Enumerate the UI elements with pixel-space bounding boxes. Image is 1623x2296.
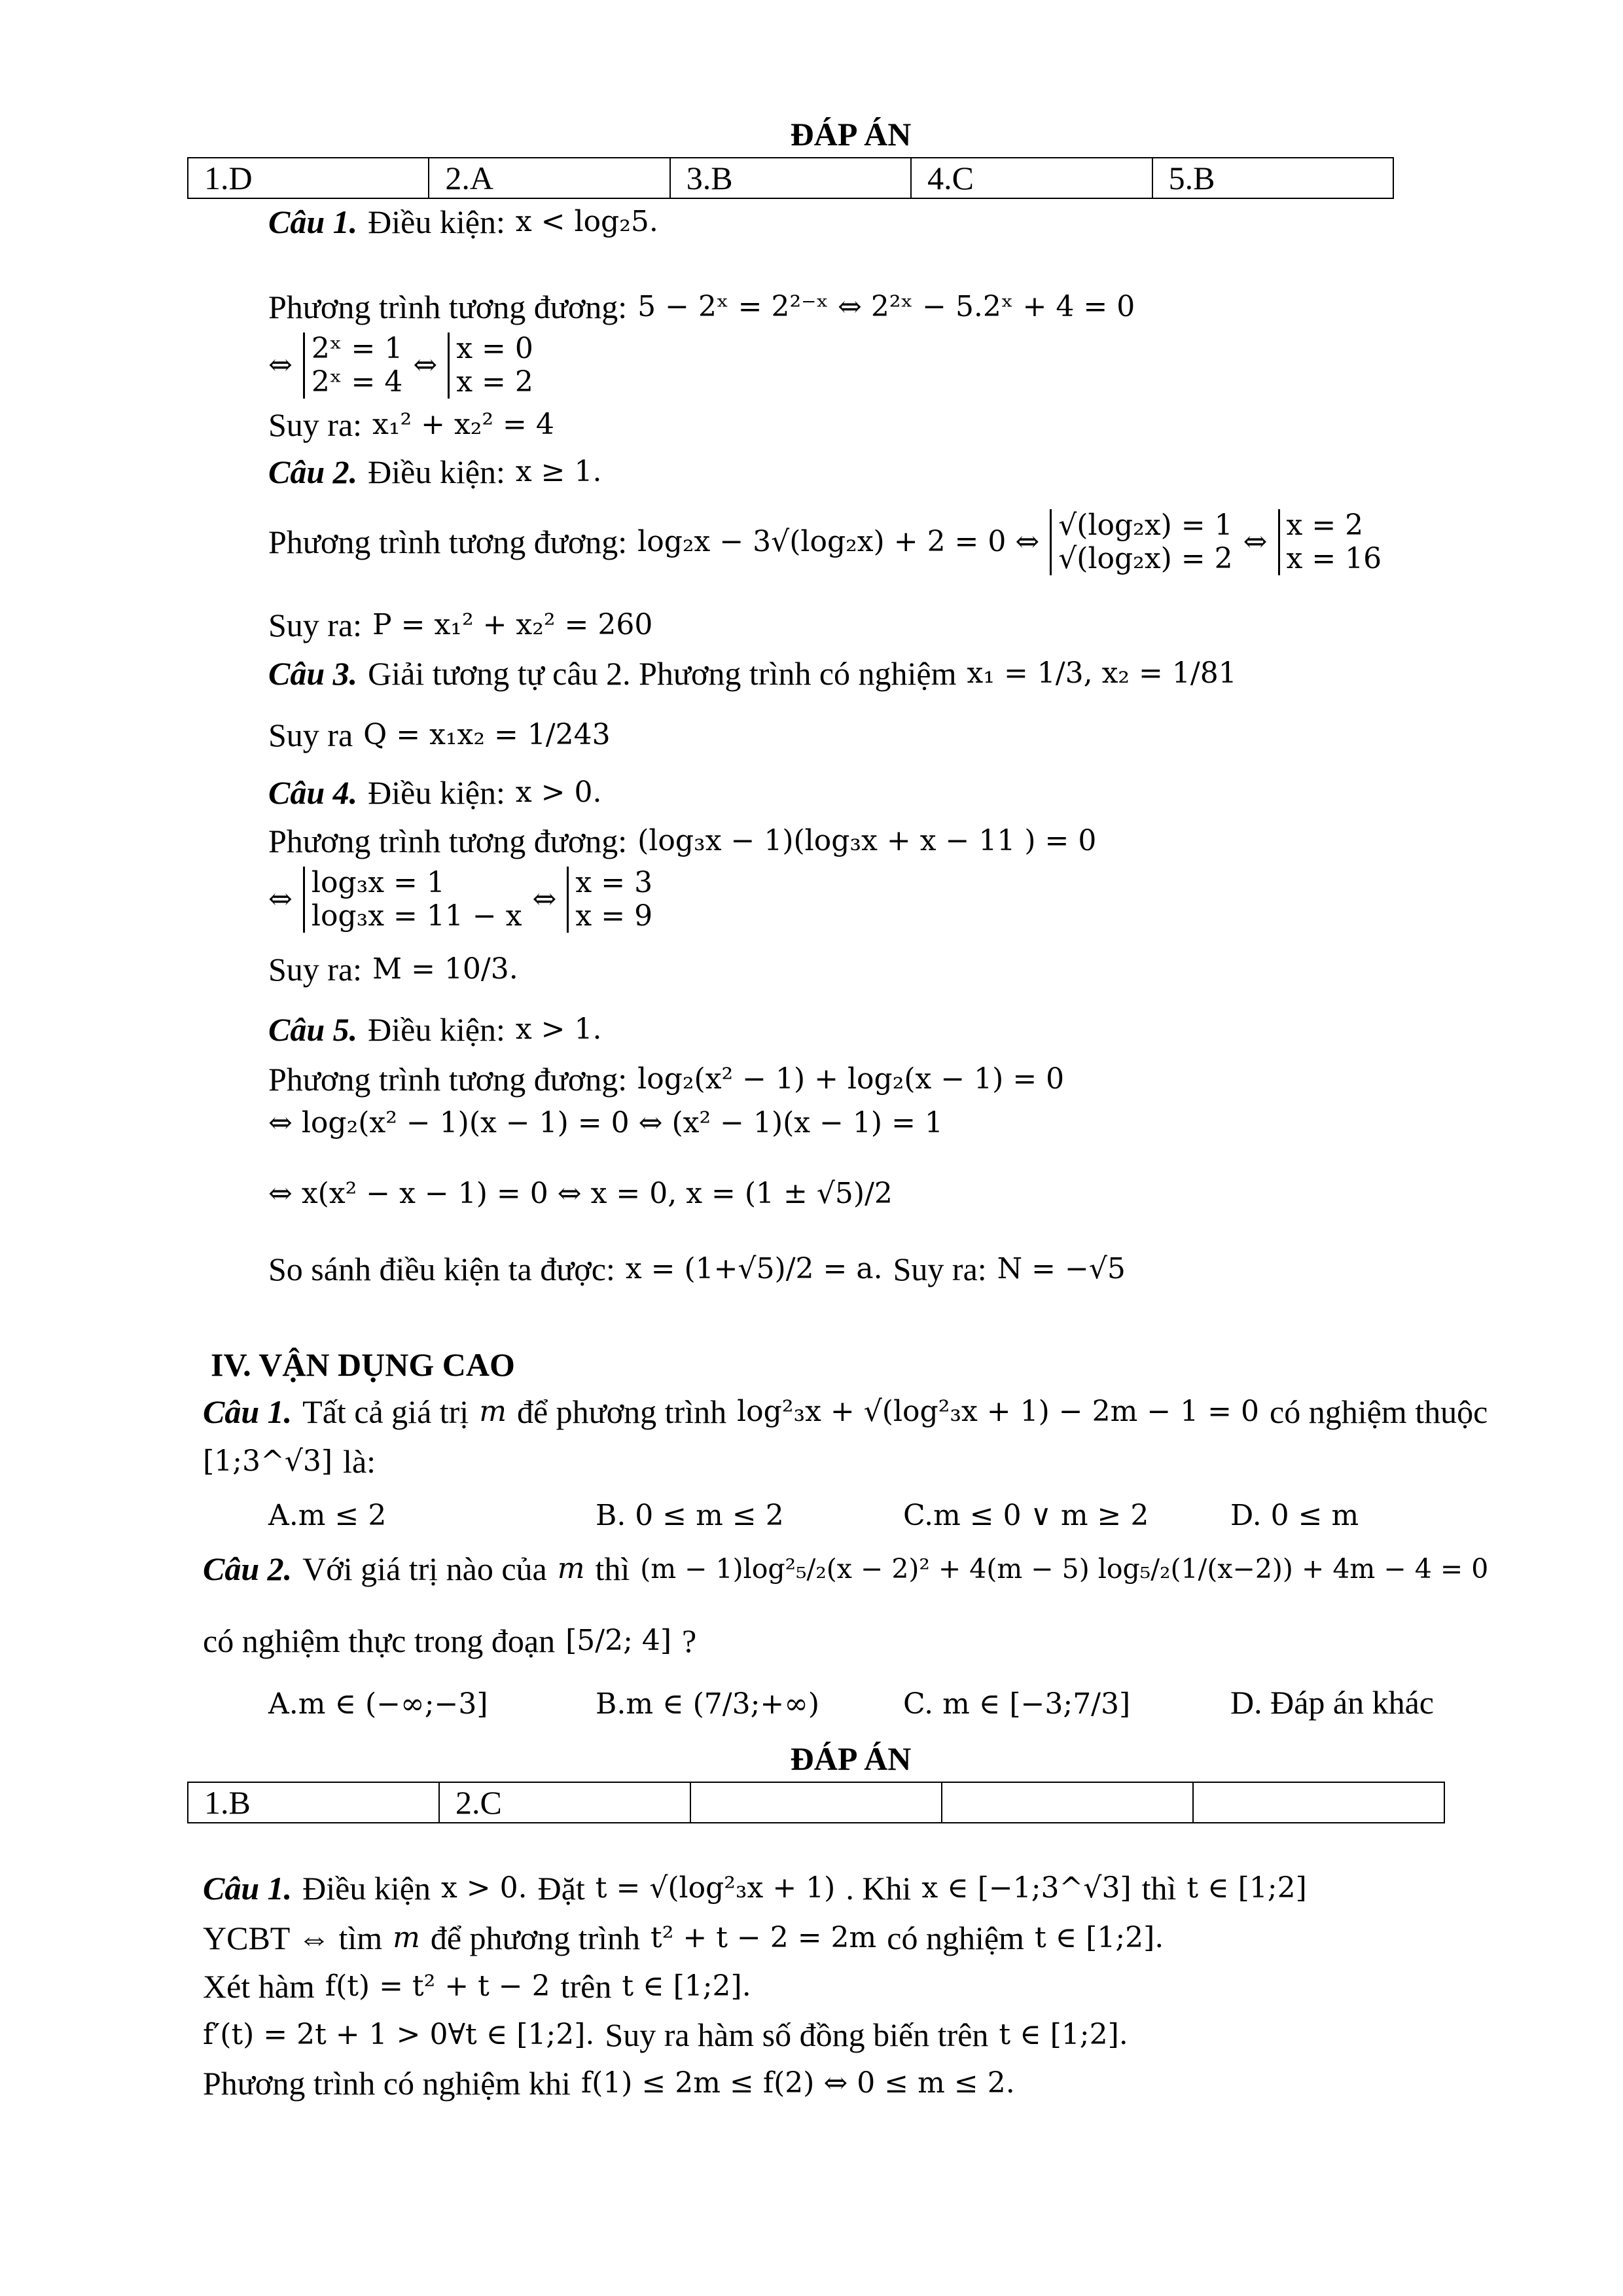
table-cell: 2.A [429, 158, 669, 198]
equation-text: Phương trình tương đương: [268, 289, 628, 325]
table-cell: 3.B [670, 158, 911, 198]
solution-q5-equation [268, 1062, 1064, 1098]
solution-text: Điều kiện [302, 1870, 431, 1907]
question-2-cont [203, 1623, 696, 1659]
answer-table [187, 1782, 1445, 1823]
system-line: x = 2 [456, 365, 533, 399]
question-math: [1;3^√3] [203, 1444, 333, 1479]
system-line: log₃x = 11 − x [311, 899, 522, 933]
solution-q4-equation [268, 823, 1096, 859]
question-text: thì [595, 1551, 630, 1587]
question-text: là: [343, 1443, 376, 1480]
section-heading: IV. VẬN DỤNG CAO [211, 1346, 515, 1383]
system-line: √(log₂x) = 1 [1058, 509, 1233, 542]
result-text: Suy ra: [268, 951, 363, 988]
solution-math: f(t) = t² + t − 2 [325, 1969, 550, 2003]
question-label: Câu 4. [268, 774, 358, 811]
option-d[interactable]: D. Đáp án khác [1230, 1684, 1434, 1721]
result-math: M = 10/3. [372, 952, 518, 986]
solution-q4-condition [268, 775, 601, 811]
condition-text: Điều kiện: [368, 204, 505, 240]
question-label: Câu 1. [268, 204, 358, 240]
system-line: √(log₂x) = 2 [1058, 541, 1233, 575]
condition-math: x < log₂5. [515, 205, 658, 239]
solution-math: t = √(log²₃x + 1) [595, 1871, 836, 1905]
question-label: Câu 5. [268, 1011, 358, 1048]
solution-q4-result [268, 952, 518, 988]
question-math: (m − 1)log²₅/₂(x − 2)² + 4(m − 5) log₅/₂(1/(x−2)) + 4m − 4 = 0 [640, 1552, 1489, 1585]
table-cell: 2.C [439, 1782, 690, 1823]
result-math: P = x₁² + x₂² = 260 [372, 608, 653, 642]
solution2-line5 [203, 2066, 1015, 2102]
option-c[interactable]: C.m ≤ 0 ∨ m ≥ 2 [903, 1499, 1149, 1532]
solution-math: x₁ = 1/3, x₂ = 1/81 [967, 656, 1237, 691]
option-a[interactable]: A.m ≤ 2 [268, 1499, 387, 1532]
solution2-line3 [203, 1969, 751, 2005]
table-cell: 4.C [911, 158, 1152, 198]
question-1-cont [203, 1444, 376, 1480]
condition-text: Điều kiện: [368, 774, 505, 811]
question-text: có nghiệm thuộc [1270, 1393, 1488, 1430]
condition-math: x ≥ 1. [515, 455, 602, 489]
solution-q3-result [268, 717, 611, 753]
solution-q5-line2: ⇔ log₂(x² − 1)(x − 1) = 0 ⇔ (x² − 1)(x − 1) = 1 [268, 1106, 943, 1139]
table-cell: 5.B [1152, 158, 1393, 198]
system-line: x = 0 [456, 332, 533, 365]
result-math: Q = x₁x₂ = 1/243 [363, 718, 611, 752]
question-text: có nghiệm thực trong đoạn [203, 1623, 556, 1659]
solution2-line4 [203, 2017, 1128, 2053]
solution-q1-condition [268, 204, 658, 240]
equation-math: (log₃x − 1)(log₃x + x − 11 ) = 0 [637, 824, 1097, 858]
solution-text: trên [560, 1968, 612, 2005]
solution-math: t ∈ [1;2]. [622, 1969, 751, 2003]
solution-q5-result [268, 1251, 1126, 1287]
question-text: ? [682, 1623, 697, 1659]
condition-math: x > 1. [515, 1013, 602, 1047]
question-math: [5/2; 4] [565, 1624, 672, 1658]
question-label: Câu 2. [203, 1551, 293, 1587]
solution-text: thì [1141, 1870, 1177, 1907]
system-line: 2ˣ = 4 [311, 365, 403, 399]
solution2-line2 [203, 1920, 1164, 1956]
option-a[interactable]: A.m ∈ (−∞;−3] [268, 1687, 488, 1721]
solution-q2-equation: Phương trình tương đương: log₂x − 3√(log₂x) + 2 = 0 ⇔ √(log₂x) = 1 √(log₂x) = 2 ⇔ x = 2 x = 16 [268, 509, 1382, 575]
table-row [188, 158, 1393, 198]
answer-key-title: ĐÁP ÁN [790, 116, 912, 152]
solution-text: để phương trình [430, 1920, 641, 1956]
question-math: log²₃x + √(log²₃x + 1) − 2m − 1 = 0 [737, 1395, 1260, 1429]
system-bracket [567, 867, 652, 933]
condition-text: Điều kiện: [368, 454, 505, 490]
question-label: Câu 1. [203, 1393, 293, 1430]
question-1 [203, 1394, 1488, 1430]
solution2-q1 [203, 1871, 1307, 1907]
result-text: Suy ra [268, 717, 353, 753]
system-line: x = 16 [1286, 541, 1382, 575]
solution-q1-equation [268, 289, 1135, 325]
solution-text: Đặt [537, 1870, 585, 1907]
table-cell [690, 1782, 942, 1823]
solution-q1-system: ⇔ 2ˣ = 1 2ˣ = 4 ⇔ x = 0 x = 2 [268, 332, 533, 399]
equation-text: Phương trình tương đương: [268, 524, 628, 561]
solution-math: f′(t) = 2t + 1 > 0∀t ∈ [1;2]. [203, 2018, 595, 2052]
solution-q1-result [268, 407, 554, 443]
table-row [188, 1782, 1444, 1823]
solution-text: Suy ra hàm số đồng biến trên [605, 2017, 989, 2053]
result-text: So sánh điều kiện ta được: [268, 1251, 615, 1287]
solution-text: Phương trình có nghiệm khi [203, 2065, 571, 2102]
system-bracket [1278, 509, 1382, 575]
result-math: x = (1+√5)/2 = a. [625, 1252, 883, 1286]
result-math: N = −√5 [997, 1252, 1126, 1286]
solution-q2-result [268, 607, 652, 643]
result-math: x₁² + x₂² = 4 [372, 408, 554, 442]
solution-text: . Khi [846, 1870, 912, 1907]
solution-math: x > 0. [440, 1871, 527, 1905]
solution-math: x ∈ [−1;3^√3] [921, 1871, 1132, 1905]
option-d[interactable]: D. 0 ≤ m [1230, 1499, 1359, 1532]
table-cell: 1.D [188, 158, 429, 198]
solution-text: Xét hàm [203, 1968, 315, 2005]
table-cell [1193, 1782, 1444, 1823]
solution-q2-condition [268, 454, 601, 490]
question-label: Câu 2. [268, 454, 358, 490]
system-bracket [303, 867, 522, 933]
result-text: Suy ra: [268, 406, 363, 443]
condition-math: x > 0. [515, 776, 602, 810]
equation-math: log₂x − 3√(log₂x) + 2 = 0 ⇔ [637, 525, 1040, 559]
option-c[interactable]: C. m ∈ [−3;7/3] [903, 1687, 1131, 1721]
solution-math: t ∈ [1;2]. [999, 2018, 1128, 2052]
option-b[interactable]: B. 0 ≤ m ≤ 2 [596, 1499, 784, 1532]
answer-key-title: ĐÁP ÁN [790, 1740, 912, 1777]
solution-math: m [393, 1921, 420, 1955]
system-bracket [303, 332, 402, 399]
system-line: x = 9 [575, 899, 653, 933]
solution-q3 [268, 656, 1237, 692]
system-bracket [1050, 509, 1232, 575]
result-text: Suy ra: [268, 607, 363, 643]
solution-math: t ∈ [1;2]. [1034, 1921, 1164, 1955]
solution-q5-condition [268, 1012, 601, 1048]
system-line: 2ˣ = 1 [311, 332, 403, 365]
system-bracket [448, 332, 533, 399]
question-math: m [557, 1552, 585, 1586]
system-line: x = 3 [575, 866, 653, 899]
equation-math: log₂(x² − 1) + log₂(x − 1) = 0 [637, 1062, 1065, 1096]
solution-text: Giải tương tự câu 2. Phương trình có nghiệm [368, 655, 957, 692]
solution-text: có nghiệm [887, 1920, 1024, 1956]
solution-math: t² + t − 2 = 2m [651, 1921, 877, 1955]
equation-math: 5 − 2ˣ = 2²⁻ˣ ⇔ 2²ˣ − 5.2ˣ + 4 = 0 [637, 290, 1135, 324]
solution-math: t ∈ [1;2] [1186, 1871, 1307, 1905]
table-cell: 1.B [188, 1782, 439, 1823]
answer-table [187, 157, 1394, 199]
equation-text: Phương trình tương đương: [268, 1061, 628, 1098]
question-math: m [479, 1395, 507, 1429]
solution-math: f(1) ≤ 2m ≤ f(2) ⇔ 0 ≤ m ≤ 2. [580, 2066, 1015, 2100]
question-text: để phương trình [516, 1393, 727, 1430]
equation-text: Phương trình tương đương: [268, 823, 628, 859]
question-label: Câu 1. [203, 1870, 293, 1907]
result-text: Suy ra: [893, 1251, 987, 1287]
question-2 [203, 1551, 1488, 1587]
system-line: x = 2 [1286, 509, 1364, 542]
system-line: log₃x = 1 [311, 866, 445, 899]
table-cell [942, 1782, 1193, 1823]
question-text: Với giá trị nào của [302, 1551, 547, 1587]
question-label: Câu 3. [268, 655, 358, 692]
condition-text: Điều kiện: [368, 1011, 505, 1048]
solution-q5-line3: ⇔ x(x² − x − 1) = 0 ⇔ x = 0, x = (1 ± √5)/2 [268, 1177, 893, 1210]
solution-q4-system: ⇔ log₃x = 1 log₃x = 11 − x ⇔ x = 3 x = 9 [268, 866, 653, 933]
question-text: Tất cả giá trị [302, 1393, 469, 1430]
option-b[interactable]: B.m ∈ (7/3;+∞) [596, 1687, 820, 1721]
solution-text: YCBT ⇔ tìm [203, 1920, 383, 1956]
